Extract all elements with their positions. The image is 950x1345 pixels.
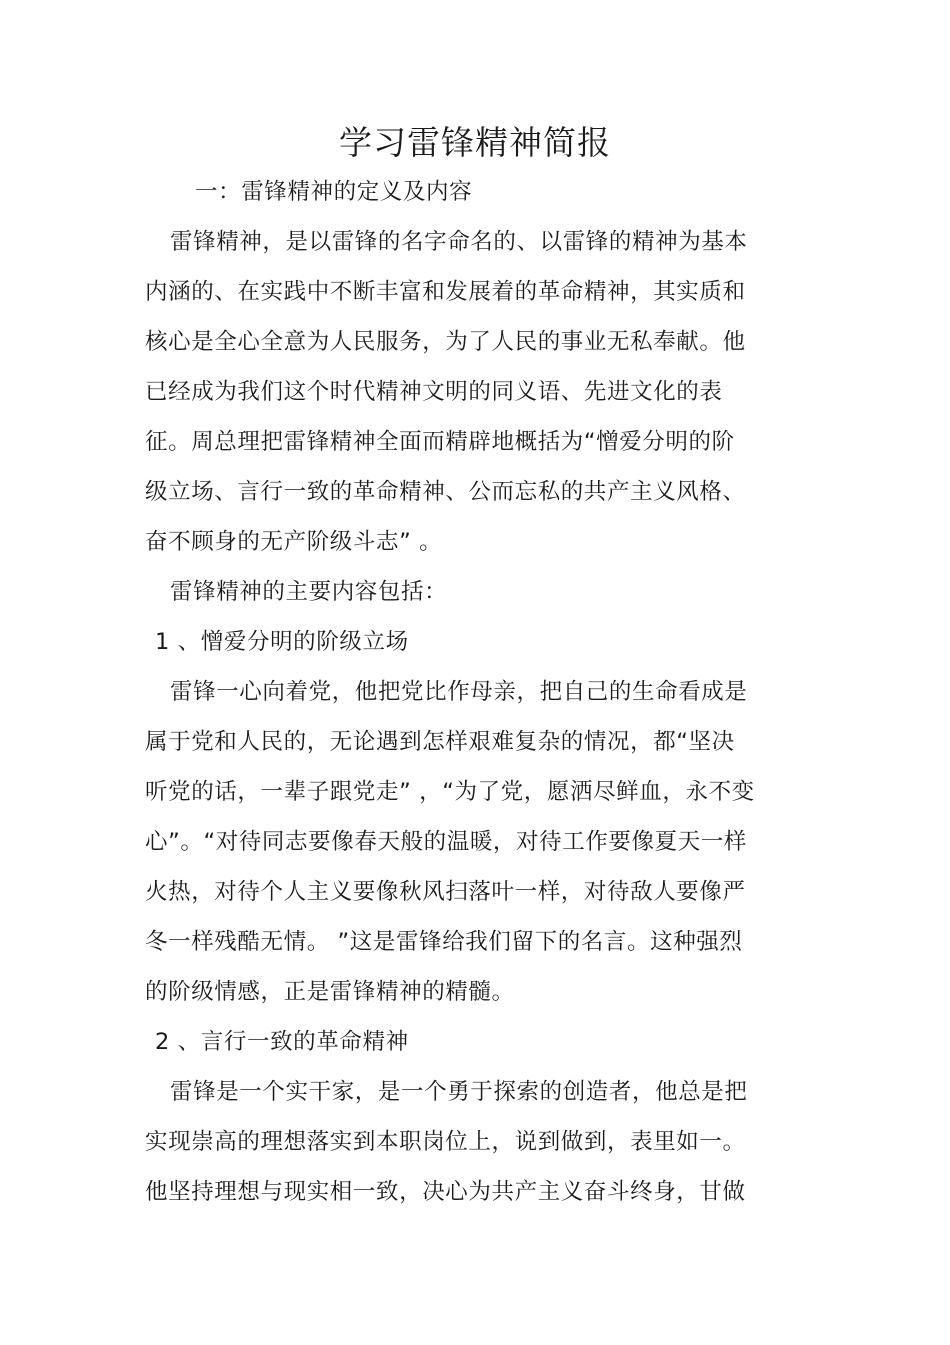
paragraph-line: 冬一样残酷无情。 ”这是雷锋给我们留下的名言。这种强烈 <box>145 929 743 955</box>
paragraph-line: 听党的话，一辈子跟党走” ，“为了党，愿洒尽鲜血，永不变 <box>145 779 755 805</box>
paragraph-line: 内涵的、在实践中不断丰富和发展着的革命精神，其实质和 <box>145 279 746 305</box>
paragraph-line: 雷锋是一个实干家，是一个勇于探索的创造者，他总是把 <box>170 1079 748 1105</box>
subsection-heading: 1 、憎爱分明的阶级立场 <box>155 629 409 655</box>
section-heading: 一：雷锋精神的定义及内容 <box>195 179 473 205</box>
paragraph-line: 实现崇高的理想落实到本职岗位上，说到做到，表里如一。 <box>145 1129 746 1155</box>
paragraph-line: 的阶级情感，正是雷锋精神的精髓。 <box>145 979 515 1005</box>
paragraph-line: 级立场、言行一致的革命精神、公而忘私的共产主义风格、 <box>145 479 746 505</box>
paragraph-line: 火热，对待个人主义要像秋风扫落叶一样，对待敌人要像严 <box>145 879 746 905</box>
paragraph-line: 雷锋精神的主要内容包括： <box>170 579 448 605</box>
paragraph-line: 心”。“对待同志要像春天般的温暖，对待工作要像夏天一样 <box>145 829 748 855</box>
paragraph-line: 征。周总理把雷锋精神全面而精辟地概括为“憎爱分明的阶 <box>145 429 735 455</box>
paragraph-line: 他坚持理想与现实相一致，决心为共产主义奋斗终身，甘做 <box>145 1179 746 1205</box>
paragraph-line: 属于党和人民的，无论遇到怎样艰难复杂的情况，都“坚决 <box>145 729 735 755</box>
paragraph-line: 雷锋一心向着党，他把党比作母亲，把自己的生命看成是 <box>170 679 748 705</box>
subsection-heading: 2 、言行一致的革命精神 <box>155 1029 409 1055</box>
document-title: 学习雷锋精神简报 <box>339 123 611 162</box>
paragraph-line: 已经成为我们这个时代精神文明的同义语、先进文化的表 <box>145 379 723 405</box>
paragraph-line: 雷锋精神，是以雷锋的名字命名的、以雷锋的精神为基本 <box>170 229 748 255</box>
paragraph-line: 奋不顾身的无产阶级斗志” 。 <box>145 529 443 555</box>
paragraph-line: 核心是全心全意为人民服务，为了人民的事业无私奉献。他 <box>145 329 746 355</box>
